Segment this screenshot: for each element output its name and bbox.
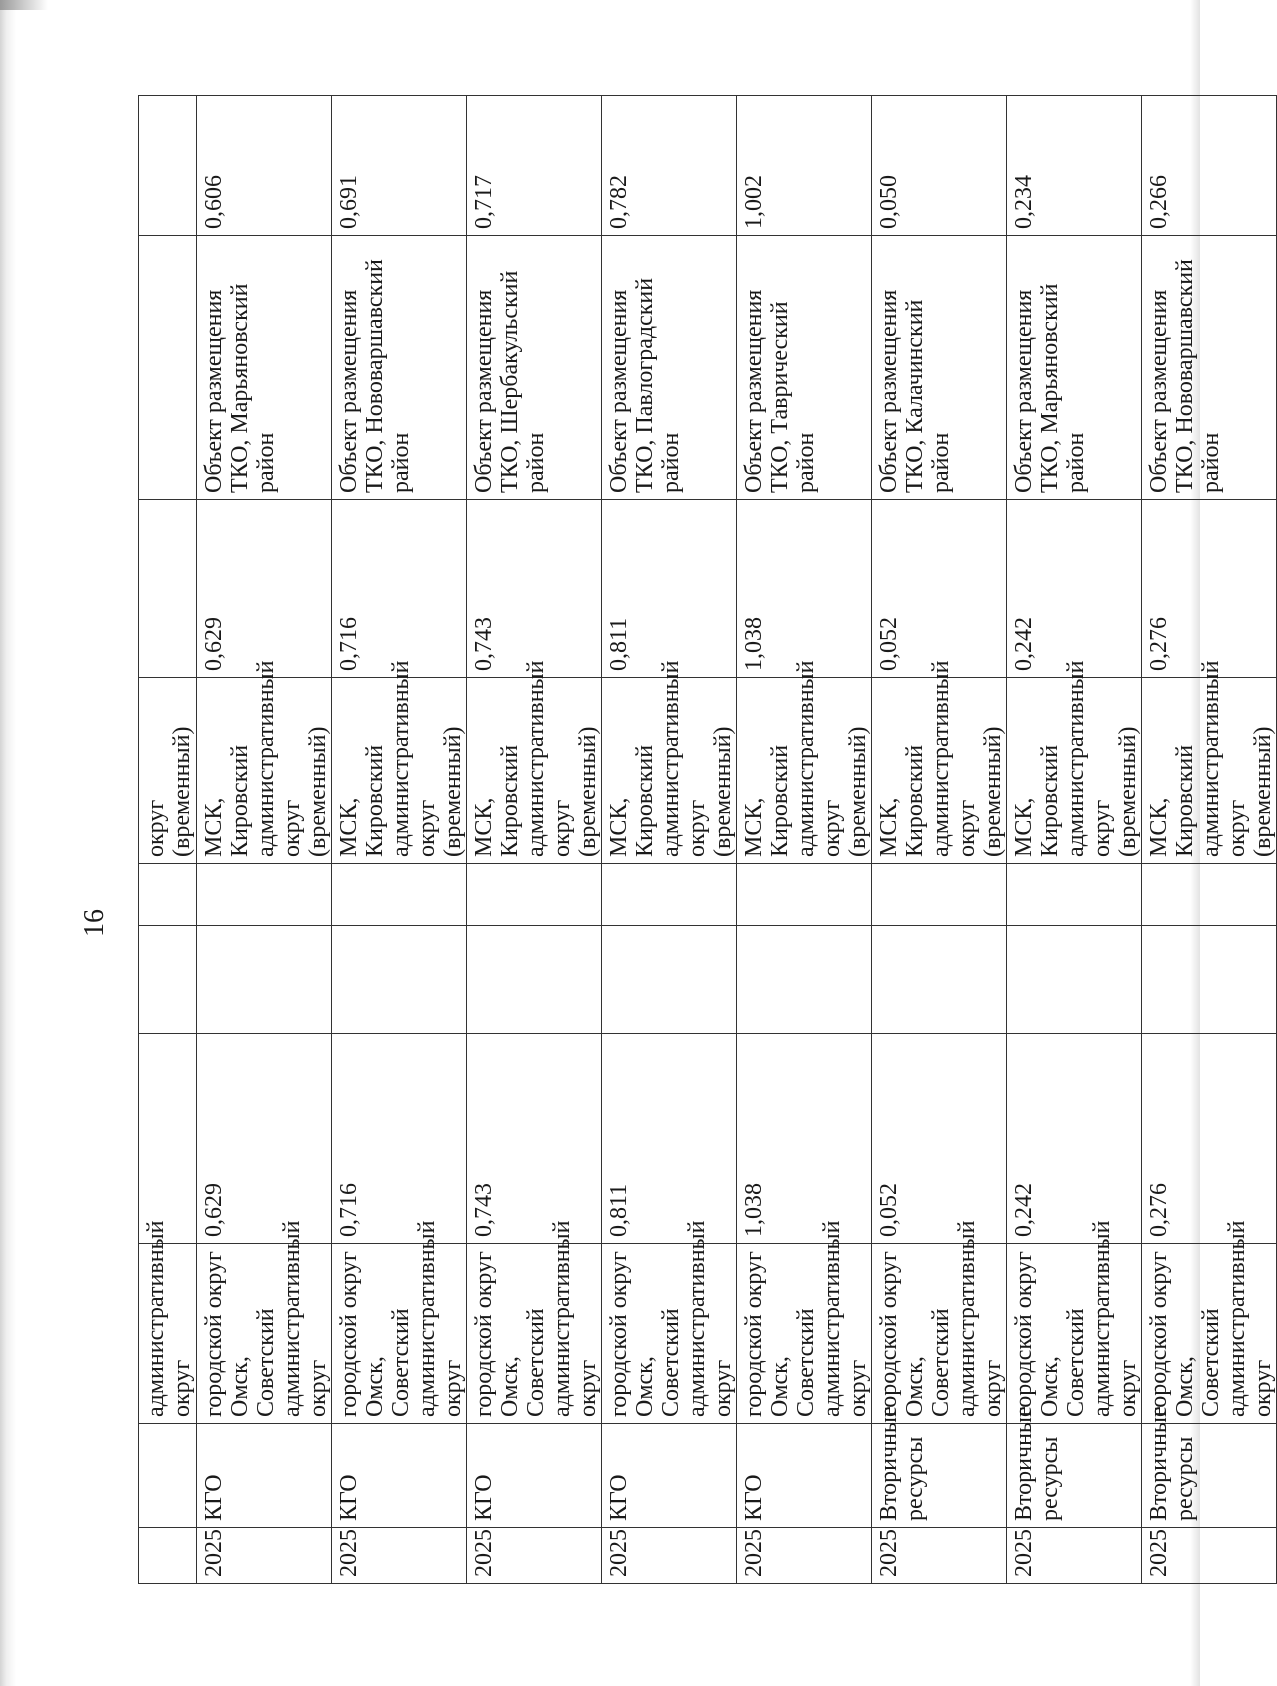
source-amount-cell: 0,052 (872, 1034, 1007, 1244)
category-cell: КГО (737, 1424, 872, 1528)
destination-cell: Объект размещения ТКО, Марьяновский район (197, 236, 332, 500)
facility-cell: МСК, Кировский административный округ (временный) (602, 678, 737, 864)
source-cell: городской округ Омск, Советский административный округ (872, 1244, 1007, 1424)
category-cell: КГО (467, 1424, 602, 1528)
source-amount-cell: 0,743 (467, 1034, 602, 1244)
year-cell: 2025 (467, 1528, 602, 1584)
facility-amount-cell: 0,242 (1007, 500, 1142, 678)
year-cell: 2025 (872, 1528, 1007, 1584)
year-cell: 2025 (1142, 1528, 1277, 1584)
empty-cell-b (737, 864, 872, 926)
continued-cell-6 (139, 864, 197, 926)
facility-cell: МСК, Кировский административный округ (временный) (1007, 678, 1142, 864)
source-cell: городской округ Омск, Советский административный округ (1142, 1244, 1277, 1424)
facility-amount-cell: 0,743 (467, 500, 602, 678)
facility-amount-cell: 1,038 (737, 500, 872, 678)
destination-amount-cell: 0,266 (1142, 96, 1277, 236)
source-amount-cell: 0,716 (332, 1034, 467, 1244)
destination-amount-cell: 0,234 (1007, 96, 1142, 236)
destination-cell: Объект размещения ТКО, Нововаршавский район (332, 236, 467, 500)
continued-header-row (139, 96, 197, 1584)
empty-cell-a (737, 926, 872, 1034)
category-cell: Вторичные ресурсы (1142, 1424, 1277, 1528)
empty-cell-a (197, 926, 332, 1034)
source-cell: городской округ Омск, Советский административный округ (467, 1244, 602, 1424)
table-row (197, 96, 332, 1584)
year-cell: 2025 (1007, 1528, 1142, 1584)
facility-cell: МСК, Кировский административный округ (временный) (467, 678, 602, 864)
facility-cell: МСК, Кировский административный округ (временный) (872, 678, 1007, 864)
table-row (1142, 96, 1277, 1584)
category-cell: КГО (602, 1424, 737, 1528)
empty-cell-b (1007, 864, 1142, 926)
facility-cell: МСК, Кировский административный округ (временный) (332, 678, 467, 864)
destination-cell: Объект размещения ТКО, Павлоградский район (602, 236, 737, 500)
destination-amount-cell: 0,717 (467, 96, 602, 236)
source-amount-cell: 1,038 (737, 1034, 872, 1244)
continued-cell-8 (139, 500, 197, 678)
category-cell: Вторичные ресурсы (1007, 1424, 1142, 1528)
scan-left-edge (0, 0, 16, 1686)
empty-cell-b (602, 864, 737, 926)
year-cell: 2025 (602, 1528, 737, 1584)
source-amount-cell: 0,629 (197, 1034, 332, 1244)
empty-cell-b (197, 864, 332, 926)
facility-amount-cell: 0,052 (872, 500, 1007, 678)
waste-flow-table (138, 95, 1277, 1584)
empty-cell-b (467, 864, 602, 926)
facility-cell: МСК, Кировский административный округ (временный) (1142, 678, 1277, 864)
destination-cell: Объект размещения ТКО, Марьяновский район (1007, 236, 1142, 500)
facility-cell: МСК, Кировский административный округ (временный) (737, 678, 872, 864)
destination-cell: Объект размещения ТКО, Нововаршавский район (1142, 236, 1277, 500)
continued-cell-5 (139, 926, 197, 1034)
continued-cell-10 (139, 96, 197, 236)
continued-cell-9 (139, 236, 197, 500)
facility-amount-cell: 0,716 (332, 500, 467, 678)
empty-cell-a (467, 926, 602, 1034)
continued-cell-7: округ (временный) (139, 678, 197, 864)
year-cell: 2025 (737, 1528, 872, 1584)
table-row (872, 96, 1007, 1584)
category-cell: Вторичные ресурсы (872, 1424, 1007, 1528)
year-cell: 2025 (197, 1528, 332, 1584)
destination-cell: Объект размещения ТКО, Калачинский район (872, 236, 1007, 500)
continued-cell-2 (139, 1424, 197, 1528)
destination-cell: Объект размещения ТКО, Таврический район (737, 236, 872, 500)
table-row (332, 96, 467, 1584)
year-cell: 2025 (332, 1528, 467, 1584)
facility-cell: МСК, Кировский административный округ (временный) (197, 678, 332, 864)
facility-amount-cell: 0,629 (197, 500, 332, 678)
category-cell: КГО (332, 1424, 467, 1528)
table-row (467, 96, 602, 1584)
source-cell: городской округ Омск, Советский административный округ (737, 1244, 872, 1424)
destination-amount-cell: 0,691 (332, 96, 467, 236)
destination-amount-cell: 1,002 (737, 96, 872, 236)
continued-cell-4 (139, 1034, 197, 1244)
empty-cell-a (1007, 926, 1142, 1034)
empty-cell-a (1142, 926, 1277, 1034)
source-cell: городской округ Омск, Советский административный округ (602, 1244, 737, 1424)
empty-cell-b (332, 864, 467, 926)
source-cell: городской округ Омск, Советский административный округ (332, 1244, 467, 1424)
empty-cell-b (1142, 864, 1277, 926)
rotated-table-container (138, 96, 1276, 1584)
table-row (737, 96, 872, 1584)
facility-amount-cell: 0,276 (1142, 500, 1277, 678)
table-row (602, 96, 737, 1584)
continued-cell-1 (139, 1528, 197, 1584)
empty-cell-b (872, 864, 1007, 926)
source-amount-cell: 0,242 (1007, 1034, 1142, 1244)
scan-corner-mark (0, 0, 48, 10)
page-number: 16 (79, 909, 110, 937)
source-amount-cell: 0,811 (602, 1034, 737, 1244)
facility-amount-cell: 0,811 (602, 500, 737, 678)
empty-cell-a (332, 926, 467, 1034)
empty-cell-a (602, 926, 737, 1034)
destination-amount-cell: 0,050 (872, 96, 1007, 236)
destination-amount-cell: 0,606 (197, 96, 332, 236)
empty-cell-a (872, 926, 1007, 1034)
destination-amount-cell: 0,782 (602, 96, 737, 236)
category-cell: КГО (197, 1424, 332, 1528)
continued-cell-3: административный округ (139, 1244, 197, 1424)
destination-cell: Объект размещения ТКО, Шербакульский район (467, 236, 602, 500)
source-cell: городской округ Омск, Советский административный округ (1007, 1244, 1142, 1424)
source-amount-cell: 0,276 (1142, 1034, 1277, 1244)
table-row (1007, 96, 1142, 1584)
source-cell: городской округ Омск, Советский административный округ (197, 1244, 332, 1424)
